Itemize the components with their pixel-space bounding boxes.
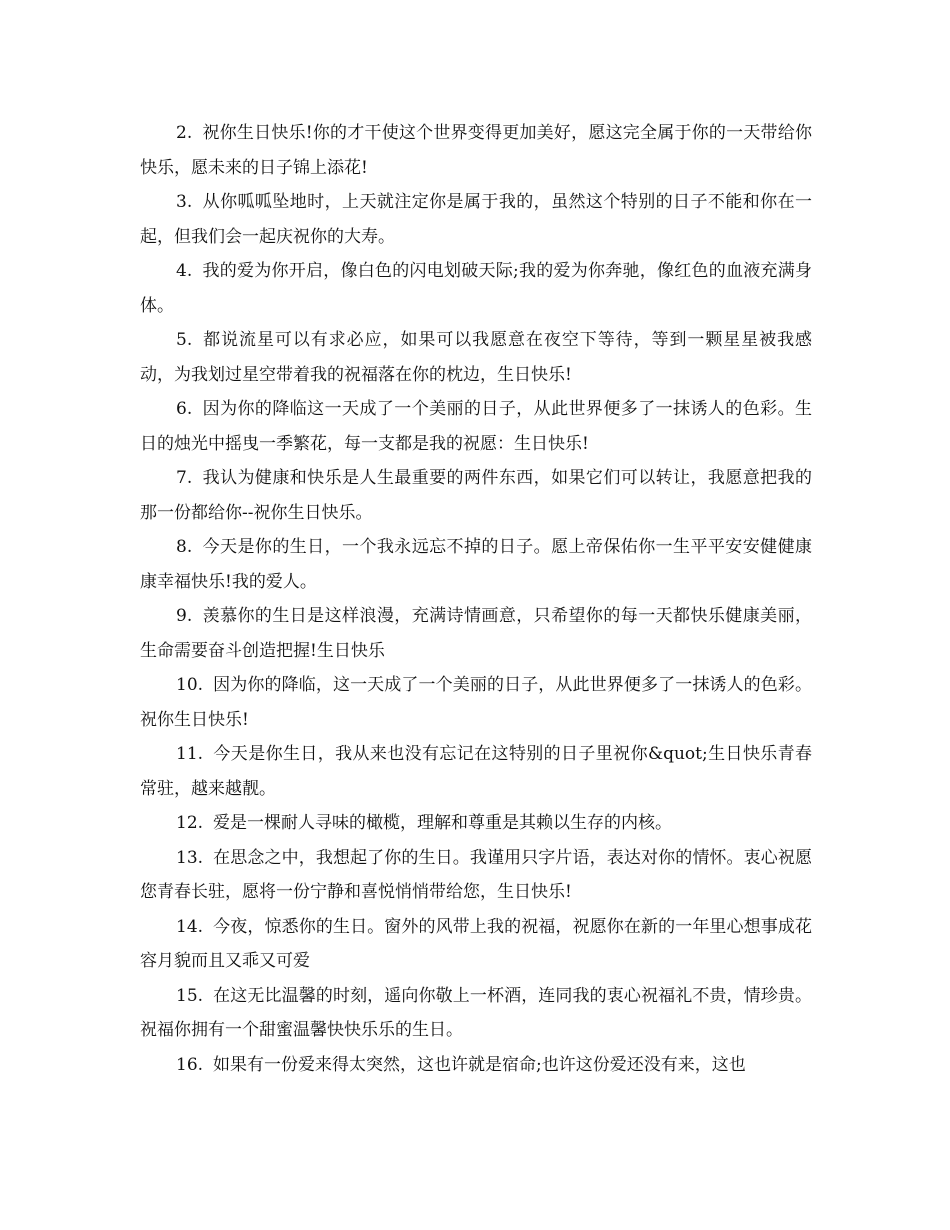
list-item — [140, 461, 812, 530]
list-item — [140, 254, 812, 323]
list-item — [140, 806, 812, 841]
item-text: 祝你生日快乐!你的才干使这个世界变得更加美好，愿这完全属于你的一天带给你快乐，愿未来的日子锦上添花! — [140, 123, 812, 178]
item-text: 今天是你的生日，一个我永远忘不掉的日子。愿上帝保佑你一生平平安安健健康康幸福快乐!我的爱人。 — [140, 537, 812, 592]
item-number: 3. — [176, 192, 193, 212]
item-text: 如果有一份爱来得太突然，这也许就是宿命;也许这份爱还没有来，这也 — [213, 1054, 746, 1075]
list-item — [140, 392, 812, 461]
item-number: 2. — [176, 123, 193, 143]
item-text: 羡慕你的生日是这样浪漫，充满诗情画意，只希望你的每一天都快乐健康美丽，生命需要奋斗创造把握!生日快乐 — [140, 606, 812, 661]
item-number: 5. — [176, 330, 193, 350]
list-item — [140, 1048, 812, 1083]
list-item — [140, 910, 812, 979]
item-number: 10. — [176, 675, 204, 695]
item-text: 今天是你生日，我从来也没有忘记在这特别的日子里祝你&quot;生日快乐青春常驻，越来越靓。 — [140, 744, 812, 799]
item-text: 从你呱呱坠地时，上天就注定你是属于我的，虽然这个特别的日子不能和你在一起，但我们会一起庆祝你的大寿。 — [140, 192, 812, 247]
item-text: 今夜，惊悉你的生日。窗外的风带上我的祝福，祝愿你在新的一年里心想事成花容月貌而且又乖又可爱 — [140, 916, 812, 971]
list-item — [140, 599, 812, 668]
item-text: 在思念之中，我想起了你的生日。我谨用只字片语，表达对你的情怀。衷心祝愿您青春长驻，愿将一份宁静和喜悦悄悄带给您，生日快乐! — [140, 847, 812, 902]
list-item — [140, 668, 812, 737]
item-number: 8. — [176, 537, 193, 557]
list-item — [140, 116, 812, 185]
list-item — [140, 323, 812, 392]
item-text: 因为你的降临这一天成了一个美丽的日子，从此世界便多了一抹诱人的色彩。生日的烛光中摇曳一季繁花，每一支都是我的祝愿：生日快乐! — [140, 399, 812, 454]
item-number: 6. — [176, 399, 193, 419]
list-item — [140, 530, 812, 599]
list-item — [140, 185, 812, 254]
list-item — [140, 979, 812, 1048]
list-item — [140, 737, 812, 806]
item-number: 7. — [176, 468, 193, 488]
item-text: 在这无比温馨的时刻，遥向你敬上一杯酒，连同我的衷心祝福礼不贵，情珍贵。祝福你拥有一个甜蜜温馨快快乐乐的生日。 — [140, 985, 812, 1040]
item-text: 爱是一棵耐人寻味的橄榄，理解和尊重是其赖以生存的内核。 — [213, 813, 673, 833]
document-body — [140, 116, 812, 1082]
item-text: 因为你的降临，这一天成了一个美丽的日子，从此世界便多了一抹诱人的色彩。祝你生日快乐! — [140, 675, 812, 730]
item-text: 都说流星可以有求必应，如果可以我愿意在夜空下等待，等到一颗星星被我感动，为我划过星空带着我的祝福落在你的枕边，生日快乐! — [140, 330, 812, 385]
item-number: 4. — [176, 261, 193, 281]
list-item — [140, 841, 812, 910]
item-number: 16. — [176, 1054, 204, 1075]
item-number: 9. — [176, 606, 193, 626]
item-text: 我认为健康和快乐是人生最重要的两件东西，如果它们可以转让，我愿意把我的那一份都给你--祝你生日快乐。 — [140, 468, 812, 523]
item-text: 我的爱为你开启，像白色的闪电划破天际;我的爱为你奔驰，像红色的血液充满身体。 — [140, 261, 812, 316]
item-number: 15. — [176, 985, 204, 1006]
item-number: 12. — [176, 813, 204, 833]
item-number: 13. — [176, 847, 204, 868]
item-number: 14. — [176, 916, 204, 937]
item-number: 11. — [176, 744, 204, 764]
